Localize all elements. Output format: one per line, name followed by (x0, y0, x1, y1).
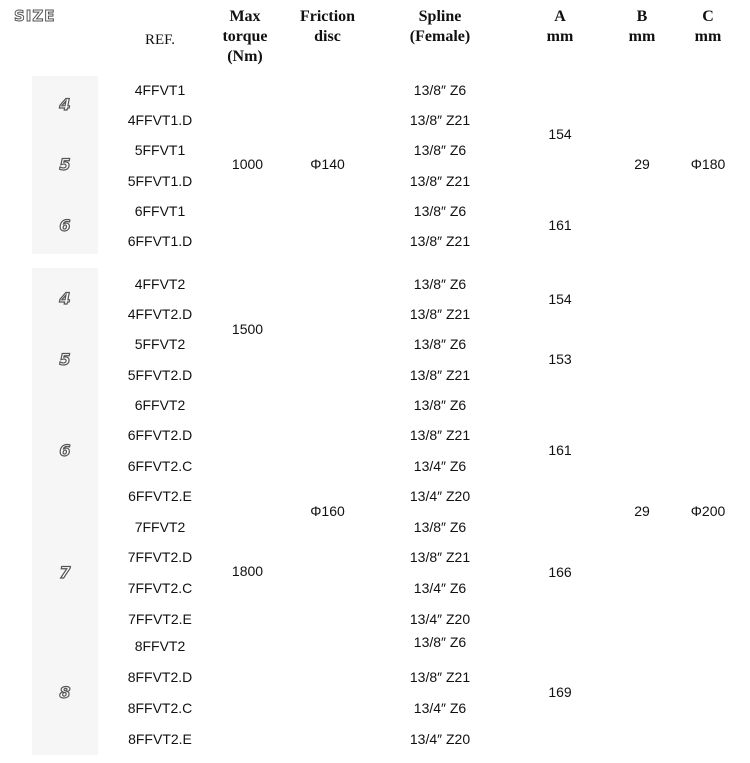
table-row-ref: 8FFVT2.C (127, 700, 193, 716)
size-label: 5 (59, 155, 71, 174)
friction-disc-value: Φ160 (310, 503, 345, 519)
table-row-spline: 13/4″ Z6 (413, 458, 467, 474)
table-row-spline: 13/8″ Z6 (413, 203, 467, 219)
max-torque-value: 1500 (231, 321, 264, 337)
max-torque-column-header (210, 7, 280, 67)
table-row-ref: 4FFVT2 (134, 276, 186, 292)
table-row-spline: 13/4″ Z20 (409, 611, 471, 627)
b-dimension-value: 29 (634, 156, 650, 172)
friction-header-line2: disc (314, 28, 341, 45)
a-dimension-value: 166 (548, 564, 572, 580)
table-row-spline: 13/8″ Z21 (409, 427, 471, 443)
table-row-ref: 6FFVT2.D (127, 427, 193, 443)
table-row-ref: 5FFVT1 (134, 142, 186, 158)
c-header-line1: C (702, 8, 714, 25)
c-column-header (678, 7, 738, 47)
table-row-ref: 6FFVT2.C (127, 458, 193, 474)
max-torque-header-line2: torque (222, 28, 268, 45)
table-row-spline: 13/8″ Z6 (413, 82, 467, 98)
size-column-band-group2 (32, 268, 98, 755)
table-row-ref: 7FFVT2.E (128, 611, 192, 627)
a-dimension-value: 161 (548, 442, 572, 458)
table-row-spline: 13/8″ Z6 (413, 276, 467, 292)
table-row-ref: 7FFVT2 (134, 519, 186, 535)
a-header-line2: mm (546, 28, 574, 45)
table-row-spline: 13/8″ Z6 (413, 634, 467, 650)
friction-disc-column-header (285, 7, 370, 47)
table-row-spline: 13/8″ Z21 (409, 549, 471, 565)
max-torque-header-line3: (Nm) (227, 48, 263, 65)
max-torque-header-line1: Max (229, 8, 261, 25)
table-row-spline: 13/4″ Z20 (409, 731, 471, 747)
table-row-spline: 13/8″ Z21 (409, 233, 471, 249)
table-row-spline: 13/8″ Z21 (409, 173, 471, 189)
size-label: 5 (59, 350, 71, 369)
c-header-line2: mm (694, 28, 722, 45)
b-header-line2: mm (628, 28, 656, 45)
table-row-ref: 5FFVT2 (134, 336, 186, 352)
friction-disc-value: Φ140 (310, 156, 345, 172)
table-row-ref: 5FFVT1.D (127, 173, 193, 189)
table-row-ref: 6FFVT2 (134, 397, 186, 413)
table-row-spline: 13/8″ Z21 (409, 112, 471, 128)
table-row-spline: 13/4″ Z6 (413, 700, 467, 716)
b-column-header (612, 7, 672, 47)
table-row-ref: 5FFVT2.D (127, 367, 193, 383)
table-row-spline: 13/8″ Z21 (409, 669, 471, 685)
spline-header-line1: Spline (418, 8, 462, 25)
a-dimension-value: 154 (548, 126, 572, 142)
size-label: 4 (59, 95, 71, 114)
table-row-ref: 7FFVT2.C (127, 580, 193, 596)
size-label: 7 (59, 563, 71, 582)
spline-column-header (390, 7, 490, 47)
table-row-spline: 13/4″ Z20 (409, 488, 471, 504)
size-label: 6 (59, 441, 71, 460)
a-dimension-value: 154 (548, 291, 572, 307)
size-label: 6 (59, 216, 71, 235)
table-row-ref: 6FFVT1 (134, 203, 186, 219)
ref-column-header: REF. (144, 32, 176, 48)
table-row-ref: 6FFVT1.D (127, 233, 193, 249)
table-row-spline: 13/8″ Z6 (413, 336, 467, 352)
friction-header-line1: Friction (299, 8, 356, 25)
c-dimension-value: Φ200 (690, 503, 726, 519)
max-torque-value: 1000 (231, 156, 264, 172)
table-row-ref: 8FFVT2.E (128, 731, 192, 747)
a-dimension-value: 153 (548, 351, 572, 367)
table-row-ref: 7FFVT2.D (127, 549, 193, 565)
table-row-spline: 13/8″ Z21 (409, 306, 471, 322)
table-row-ref: 8FFVT2.D (127, 669, 193, 685)
table-row-ref: 8FFVT2 (134, 638, 186, 654)
a-dimension-value: 169 (548, 684, 572, 700)
max-torque-value: 1800 (231, 563, 264, 579)
a-header-line1: A (554, 8, 566, 25)
table-row-spline: 13/8″ Z6 (413, 142, 467, 158)
size-label: 4 (59, 289, 71, 308)
table-row-ref: 4FFVT2.D (127, 306, 193, 322)
table-row-ref: 4FFVT1 (134, 82, 186, 98)
size-label: 8 (59, 683, 71, 702)
a-column-header (530, 7, 590, 47)
spline-header-line2: (Female) (409, 28, 471, 45)
table-row-spline: 13/4″ Z6 (413, 580, 467, 596)
table-row-spline: 13/8″ Z6 (413, 397, 467, 413)
c-dimension-value: Φ180 (690, 156, 726, 172)
b-dimension-value: 29 (634, 503, 650, 519)
table-row-ref: 6FFVT2.E (128, 488, 192, 504)
table-row-spline: 13/8″ Z6 (413, 519, 467, 535)
a-dimension-value: 161 (548, 217, 572, 233)
table-row-spline: 13/8″ Z21 (409, 367, 471, 383)
b-header-line1: B (636, 8, 648, 25)
size-column-header: SIZE (14, 7, 56, 25)
table-row-ref: 4FFVT1.D (127, 112, 193, 128)
